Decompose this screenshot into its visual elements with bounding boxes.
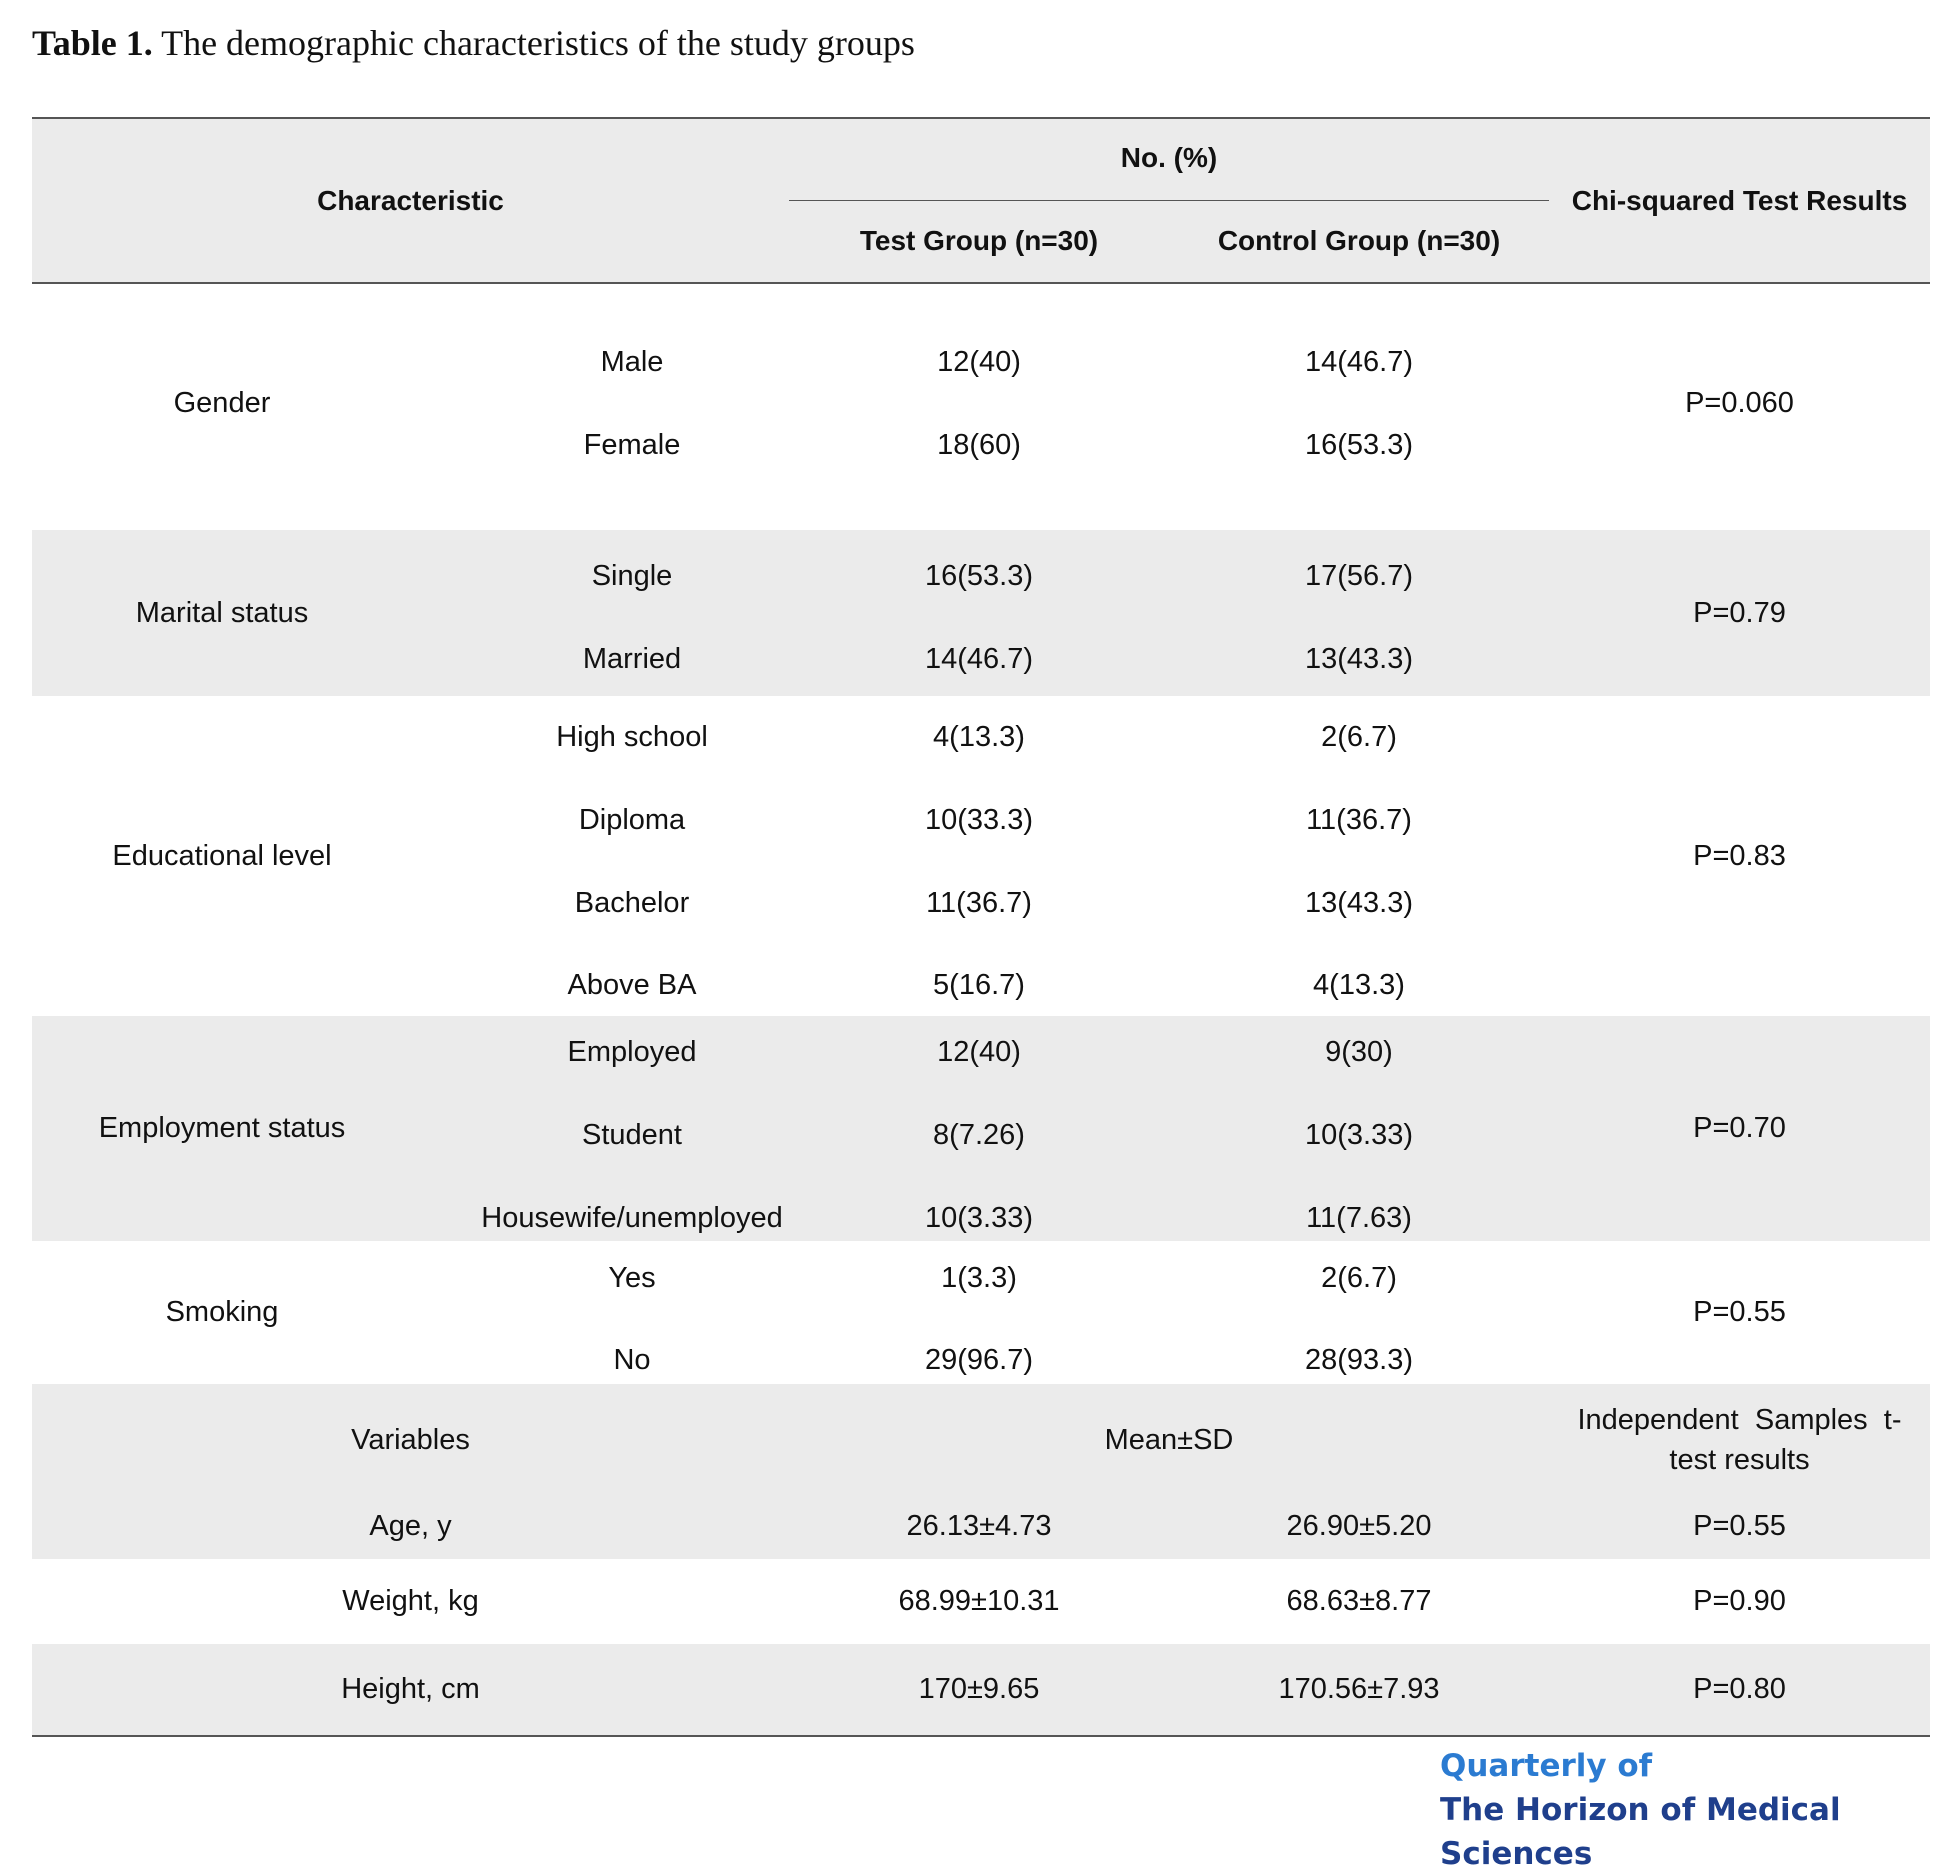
- header-control-group: Control Group (n=30): [1217, 225, 1501, 256]
- group-p-value: P=0.83: [1693, 839, 1786, 872]
- table-bottom-rule: [32, 1735, 1930, 1737]
- row-test-value: 18(60): [937, 428, 1021, 461]
- row-control-value: 4(13.3): [1313, 968, 1405, 1001]
- row-test-value: 14(46.7): [924, 642, 1033, 675]
- header-test-group: Test Group (n=30): [859, 225, 1099, 256]
- journal-logo: [1440, 1744, 1944, 1876]
- variable-control-value: 26.90±5.20: [1286, 1509, 1432, 1542]
- group-p-value: P=0.79: [1693, 596, 1786, 629]
- table-caption: [32, 22, 915, 64]
- variable-p-value: P=0.55: [1693, 1509, 1786, 1542]
- row-test-value: 16(53.3): [924, 559, 1033, 592]
- row-control-value: 9(30): [1325, 1035, 1393, 1068]
- row-label: Single: [591, 559, 673, 592]
- caption-label: Table 1.: [32, 23, 153, 63]
- row-test-value: 11(36.7): [926, 886, 1032, 919]
- row-control-value: 28(93.3): [1304, 1343, 1413, 1376]
- table-header: [32, 119, 1930, 282]
- caption-text: The demographic characteristics of the study groups: [161, 23, 915, 63]
- header-chi-squared: Chi-squared Test Results: [1571, 184, 1908, 216]
- row-control-value: 17(56.7): [1304, 559, 1413, 592]
- row-test-value: 1(3.3): [941, 1261, 1017, 1294]
- row-label: Male: [600, 345, 664, 378]
- row-test-value: 29(96.7): [924, 1343, 1033, 1376]
- row-label: No: [613, 1343, 651, 1376]
- header-characteristic: Characteristic: [317, 184, 504, 216]
- row-label: Married: [582, 642, 682, 675]
- ttest-label-line-1: Independent Samples t-: [1577, 1404, 1902, 1436]
- group-p-value: P=0.55: [1693, 1296, 1786, 1328]
- row-label: High school: [556, 720, 708, 753]
- row-control-value: 10(3.33): [1304, 1118, 1413, 1151]
- logo-line-1: Quarterly of: [1440, 1748, 1653, 1784]
- row-label: Female: [583, 428, 681, 461]
- variable-test-value: 26.13±4.73: [906, 1509, 1052, 1542]
- variable-p-value: P=0.80: [1693, 1673, 1786, 1705]
- row-label: Employed: [567, 1035, 697, 1068]
- row-control-value: 16(53.3): [1304, 428, 1413, 461]
- row-label: Bachelor: [574, 886, 690, 919]
- row-control-value: 2(6.7): [1321, 720, 1397, 753]
- header-no-pct: No. (%): [1120, 142, 1218, 173]
- variable-label: Weight, kg: [342, 1585, 479, 1617]
- row-control-value: 11(7.63): [1306, 1201, 1412, 1234]
- row-label: Student: [582, 1118, 682, 1151]
- variable-test-value: 68.99±10.31: [898, 1585, 1060, 1617]
- variable-label: Height, cm: [341, 1673, 480, 1705]
- group-p-value: P=0.060: [1685, 386, 1794, 419]
- group-name: Marital status: [135, 596, 309, 629]
- ttest-label-line-2: test results: [1669, 1444, 1810, 1476]
- row-label: Above BA: [567, 968, 697, 1001]
- row-control-value: 2(6.7): [1321, 1261, 1397, 1294]
- row-control-value: 11(36.7): [1306, 803, 1412, 836]
- row-label: Yes: [608, 1261, 656, 1294]
- row-label: Housewife/unemployed: [481, 1201, 783, 1234]
- variable-test-value: 170±9.65: [918, 1673, 1040, 1705]
- group-p-value: P=0.70: [1693, 1112, 1786, 1144]
- group-name: Smoking: [165, 1296, 279, 1328]
- mean-sd-label: Mean±SD: [1104, 1423, 1234, 1456]
- row-test-value: 4(13.3): [933, 720, 1025, 753]
- variable-control-value: 170.56±7.93: [1278, 1673, 1440, 1705]
- row-test-value: 5(16.7): [933, 968, 1025, 1001]
- row-control-value: 13(43.3): [1304, 642, 1413, 675]
- group-name: Gender: [173, 386, 271, 419]
- row-test-value: 12(40): [937, 1035, 1021, 1068]
- row-control-value: 13(43.3): [1304, 886, 1413, 919]
- row-test-value: 10(3.33): [924, 1201, 1033, 1234]
- row-test-value: 12(40): [937, 345, 1021, 378]
- row-test-value: 8(7.26): [933, 1118, 1025, 1151]
- row-label: Diploma: [578, 803, 686, 836]
- group-name: Educational level: [112, 839, 332, 872]
- row-test-value: 10(33.3): [924, 803, 1033, 836]
- variables-label: Variables: [351, 1423, 470, 1456]
- ttest-label: [1549, 1395, 1930, 1485]
- group-name: Employment status: [98, 1112, 346, 1144]
- row-control-value: 14(46.7): [1304, 345, 1413, 378]
- logo-line-2: The Horizon of Medical Sciences: [1440, 1792, 1841, 1872]
- variable-control-value: 68.63±8.77: [1286, 1585, 1432, 1617]
- variable-label: Age, y: [369, 1509, 452, 1542]
- variable-p-value: P=0.90: [1693, 1585, 1786, 1617]
